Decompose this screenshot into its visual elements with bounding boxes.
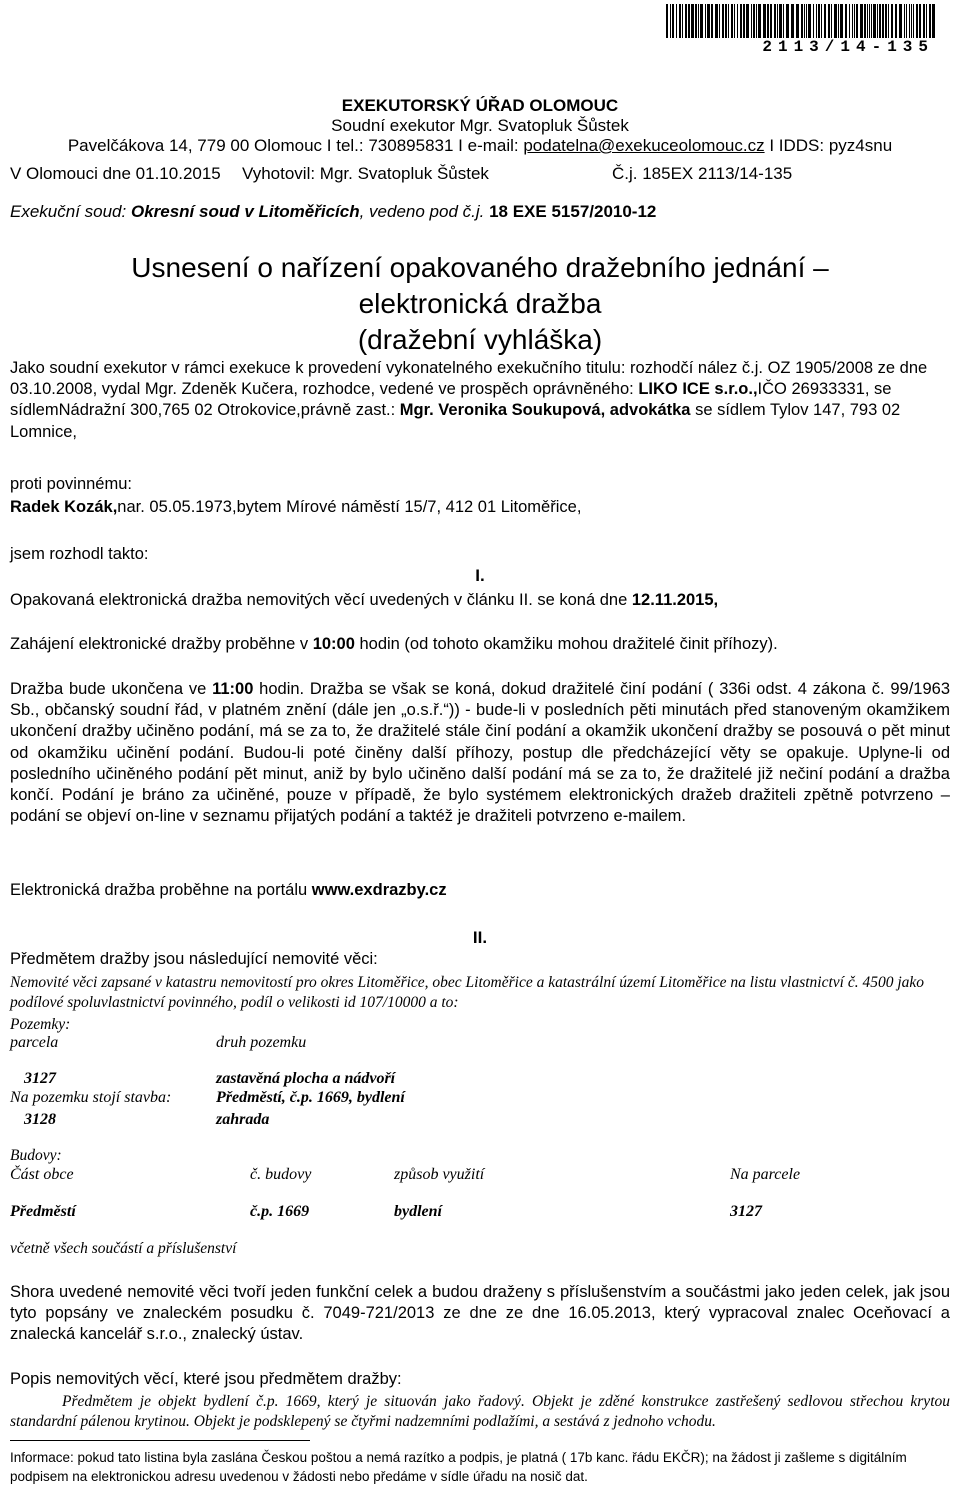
barcode-bar bbox=[796, 4, 799, 38]
barcode-bar bbox=[909, 4, 910, 38]
portal-line: Elektronická dražba proběhne na portálu www.exdrazby.cz bbox=[10, 881, 447, 899]
barcode-bar bbox=[746, 4, 749, 38]
barcode-bar bbox=[818, 4, 820, 38]
barcode-bar bbox=[840, 4, 843, 38]
barcode-bar bbox=[879, 4, 881, 38]
barcode-bar bbox=[688, 4, 690, 38]
document-title: Usnesení o nařízení opakovaného dražebního jednání – elektronická dražba (dražební vyhláška) bbox=[131, 252, 829, 355]
barcode-bar bbox=[707, 4, 710, 38]
office-name: EXEKUTORSKÝ ÚŘAD OLOMOUC bbox=[341, 96, 619, 115]
auction-end-paragraph: Dražba bude ukončena ve 11:00 hodin. Dražba se však se koná, dokud dražitelé činí podání ( 336i odst. 4 zákona č. 99/1963 Sb., občanský soudní řád, v platném znění (dále jen „o.s.ř.“)) - bude-li v posledních pěti minutách před stanoveným okamžikem ukončení dražby učiněno podání, má se za to, že dražitelé stále činí podání a okamžik ukončení dražby se posouvá o pět minut od okamžiku učinění podání. Budou-li poté činěny další příhozy, postup dle předcházející věty se opakuje. Uplyne-li od posledního učiněného podání pět minut, aniž by bylo učiněno další podání má se za to, že dražitelé již nečiní podání a dražba končí. Podání je bráno za učiněné, pouze v případě, že bylo systémem elektronických dražeb dražiteli zpětně potvrzeno – podání se objeví on-line v seznamu přijatých podání a taktéž je dražiteli potvrzeno e-mailem. bbox=[10, 680, 951, 826]
barcode-bar bbox=[672, 4, 674, 38]
barcode-bar bbox=[801, 4, 803, 38]
barcode-bar bbox=[666, 4, 668, 38]
barcode-bar bbox=[756, 4, 757, 38]
barcode-bar bbox=[895, 4, 897, 38]
barcode-bar bbox=[670, 4, 671, 38]
debtor-name: Radek Kozák, bbox=[10, 498, 118, 516]
barcode-bar bbox=[786, 4, 789, 38]
barcode-bar bbox=[691, 4, 694, 38]
court-name: Okresní soud v Litoměřicích bbox=[130, 202, 360, 221]
date-line bbox=[10, 164, 950, 184]
barcode-bar bbox=[791, 4, 794, 38]
barcode-bar bbox=[913, 4, 914, 38]
barcode-bar bbox=[695, 4, 697, 38]
barcode-bar bbox=[816, 4, 817, 38]
decided-line: jsem rozhodl takto: bbox=[10, 545, 149, 563]
auction-start-line: Zahájení elektronické dražby proběhne v 10:00 hodin (od tohoto okamžiku mohou dražitelé činit příhozy). bbox=[10, 635, 778, 653]
section-1-number: I. bbox=[475, 566, 485, 585]
intro-paragraph: Jako soudní exekutor v rámci exekuce k provedení vykonatelného exekučního titulu: rozhodčí nález č.j. OZ 1905/2008 ze dne 03.10.2008, vydal Mgr. Zdeněk Kučera, rozhodce, vedené ve prospěch oprávněného: LIKO ICE s.r.o.,IČO 26933331, se sídlemNádražní 300,765 02 Otrokovice,právně zast.: Mgr. Veronika Soukupová, advokátka se sídlem Tylov 147, 793 02 Lomnice, bbox=[10, 359, 928, 441]
barcode-bar bbox=[929, 4, 931, 38]
barcode-bar bbox=[737, 4, 738, 38]
barcode-bar bbox=[767, 4, 769, 38]
barcode-bar bbox=[685, 4, 687, 38]
subject-heading: Předmětem dražby jsou následující nemovité věci: bbox=[10, 950, 378, 968]
barcode-bar bbox=[682, 4, 683, 38]
creditor-name: LIKO ICE s.r.o., bbox=[638, 380, 758, 399]
auction-start-time: 10:00 bbox=[312, 635, 355, 653]
buildings-label: Budovy: bbox=[10, 1147, 62, 1164]
auction-date-line: Opakovaná elektronická dražba nemovitých věcí uvedených v článku II. se koná dne 12.11.2015, bbox=[10, 591, 719, 609]
barcode-bar bbox=[834, 4, 837, 38]
lawyer-name: Mgr. Veronika Soukupová, advokátka bbox=[399, 401, 691, 420]
office-header bbox=[10, 96, 950, 156]
barcode-bar bbox=[923, 4, 925, 38]
office-email-link[interactable]: podatelna@exekuceolomouc.cz bbox=[523, 136, 765, 155]
barcode-bar bbox=[873, 4, 876, 38]
barcode-bar bbox=[882, 4, 884, 38]
barcode-bar bbox=[888, 4, 889, 38]
court-line: Exekuční soud: Okresní soud v Litoměřicích, vedeno pod č.j. 18 EXE 5157/2010-12 bbox=[10, 202, 657, 221]
barcode-bar bbox=[711, 4, 713, 38]
barcode-bar bbox=[740, 4, 742, 38]
barcode-bar bbox=[763, 4, 766, 38]
barcode-bar bbox=[854, 4, 855, 38]
barcode-bar bbox=[813, 4, 814, 38]
author: Vyhotovil: Mgr. Svatopluk Šůstek bbox=[242, 164, 489, 183]
barcode-number: 2113/14-135 bbox=[762, 38, 934, 56]
barcode-bar bbox=[806, 4, 807, 38]
description-heading: Popis nemovitých věcí, které jsou předmětem dražby: bbox=[10, 1370, 402, 1388]
barcode-bar bbox=[867, 4, 868, 38]
court-case: 18 EXE 5157/2010-12 bbox=[489, 202, 657, 221]
auction-end-time: 11:00 bbox=[212, 680, 254, 698]
barcode-bar bbox=[700, 4, 703, 38]
barcode-bar bbox=[753, 4, 755, 38]
barcode-bar bbox=[679, 4, 681, 38]
barcode-bar bbox=[774, 4, 776, 38]
barcode-bar bbox=[722, 4, 724, 38]
debtor-label: proti povinnému: bbox=[10, 475, 132, 493]
case-ref: Č.j. 185EX 2113/14-135 bbox=[612, 164, 793, 183]
barcode-bar bbox=[725, 4, 727, 38]
barcode-bar bbox=[871, 4, 872, 38]
document-page: 2113/14-135 EXEKUTORSKÝ ÚŘAD OLOMOUC Soudní exekutor Mgr. Svatopluk Šůstek Pavelčákova 14, 779 00 Olomouc I tel.: 730895831 I e-mail: podatelna@exekuceolomouc.cz I IDDS: pyz4snu V Olomouci dne 01.10.2015 Vyhotovil: Mgr. Svatopluk Šůstek Č.j. 185EX 2113/14-135 Exekuční soud: Okresní soud v Litoměřicích, vedeno pod č.j. 18 EXE 5157/2010-12 Usnesení o nařízení opakovaného dražebního jednání – elektronická dražba (dražební vyhláška) Jako soudní exekutor v rámci exekuce k provedení vykonatelného exekučního titulu: rozhodčí nález č.j. OZ 1905/2008 ze dne 03.10.2008, vydal Mgr. Zdeněk Kučera, rozhodce, vedené ve prospěch oprávněného: LIKO ICE s.r.o.,IČO 26933331, se sídlemNádražní 300,765 02 Otrokovice,právně zast.: Mgr. Veronika Soukupová, advokátka se sídlem Tylov 147, 793 02 Lomnice, proti povinnému: Radek Kozák,nar. 05.05.1973,bytem Mírové náměstí 15/7, 412 01 Litoměřice, jsem rozhodl takto: I. Opakovaná elektronická dražba nemovitých věcí uvedených v článku II. se koná dne 12.11.2015, Zahájení elektronické dražby proběhne v 10:00 hodin (od tohoto okamžiku mohou dražitelé činit příhozy). Dražba bude ukončena ve 11:00 hodin. Dražba se však se koná, dokud dražitelé činí podání ( 336i odst. 4 zákona č. 99/1963 Sb., občanský soudní řád, v platném znění (dále jen „o.s.ř.“)) - bude-li v posledních pěti minutách před stanoveným okamžikem ukončení dražby učiněno podání, má se za to, že dražitelé stále činí podání a okamžik ukončení dražby se posouvá o pět minut od okamžiku učinění podání. Budou-li poté činěny další příhozy, postup dle předcházející věty se opakuje. Uplyne-li od posledního učiněného podání pět minut, aniž by bylo učiněno další podání má se za to, že dražitelé již nečiní podání a dražba končí. Podání je bráno za učiněné, pouze v případě, že bylo systémem elektronických dražeb dražiteli zpětně potvrzeno – podání se objeví on-line v seznamu přijatých podání a taktéž je dražiteli potvrzeno e-mailem. Elektronická dražba proběhne na portálu www.exdrazby.cz II. Předmětem dražby jsou následující nemovité věci: Nemovité věci zapsané v katastru nemovitostí pro okres Litoměřice, obec Litoměřice a katastrální území Litoměřice na listu vlastnictví č. 4500 jako podílové spoluvlastnictví povinného, podíl o velikosti id 107/10000 a to: Pozemky: parcela druh pozemku 3127 zastavěná plocha a nádvoří Na pozemku stojí stavba: Předměstí, č.p. 1669, bydlení 3128 zahrada Budovy: Část obce č. budovy způsob využití Na parcele Předměstí č.p. 1669 bydlení 3127 včetně všech součástí a příslušenství Shora uvedené nemovité věci tvoří jeden funkční celek a budou draženy s příslušenstvím a součástmi jako jeden celek, jak jsou tyto popsány ve znaleckém posudku č. 7049-721/2013 ze dne ze dne 16.05.2013, který vypracoval znalec Oceňovací a znalecká kancelář s.r.o., znalecký ústav. Popis nemovitých věcí, které jsou předmětem dražby: Předmětem je objekt bydlení č.p. 1669, který je situován jako řadový. Objekt je zděné konstrukce zastřešený sedlovou střechou krytou standardní pálenou krytinou. Objekt je podsklepený se čtyřmi nadzemními podlažími, a sestává z jednoho vchodu. Informace: pokud tato listina byla zaslána Českou poštou a nemá razítko a podpis, je platná ( 17b kanc. řádu EKČR); na žádost ji zašleme s digitálním podpisem na elektronickou adresu uvedenou v žádosti nebo předáme v sídle úřadu na nosič dat. bbox=[0, 0, 960, 1491]
place-date: V Olomouci dne 01.10.2015 bbox=[10, 164, 221, 183]
barcode-bar bbox=[911, 4, 912, 38]
barcode-bar bbox=[731, 4, 733, 38]
barcode-bar bbox=[860, 4, 863, 38]
debtor-line: Radek Kozák,nar. 05.05.1973,bytem Mírové náměstí 15/7, 412 01 Litoměřice, bbox=[10, 498, 582, 516]
barcode-bar bbox=[705, 4, 706, 38]
barcode-bar bbox=[828, 4, 830, 38]
office-contact: Pavelčákova 14, 779 00 Olomouc I tel.: 730895831 I e-mail: podatelna@exekuceolomouc.cz I IDDS: pyz4snu bbox=[67, 136, 893, 155]
barcode-bar bbox=[751, 4, 752, 38]
barcode-bar bbox=[728, 4, 729, 38]
barcode-bar bbox=[906, 4, 907, 38]
barcode-bar bbox=[758, 4, 761, 38]
barcode-bar bbox=[779, 4, 782, 38]
barcode-bar bbox=[885, 4, 887, 38]
property-description: Nemovité věci zapsané v katastru nemovitostí pro okres Litoměřice, obec Litoměřice a katastrální území Litoměřice na listu vlastnictví č. 4500 jako podílové spoluvlastnictví povinného, podíl o velikosti id 107/10000 a to: bbox=[10, 974, 925, 1011]
barcode-bar bbox=[804, 4, 805, 38]
barcode-bar bbox=[916, 4, 918, 38]
barcode-bar bbox=[743, 4, 745, 38]
barcode-bar bbox=[877, 4, 878, 38]
portal-link[interactable]: www.exdrazby.cz bbox=[311, 881, 447, 899]
barcode-bar bbox=[808, 4, 811, 38]
including-note: včetně všech součástí a příslušenství bbox=[10, 1240, 237, 1257]
auction-date: 12.11.2015, bbox=[631, 591, 719, 609]
barcode-bar bbox=[845, 4, 847, 38]
barcode-bar bbox=[852, 4, 853, 38]
description-text: Předmětem je objekt bydlení č.p. 1669, který je situován jako řadový. Objekt je zděné konstrukce zastřešený sedlovou střechou krytou standardní pálenou krytinou. Objekt je podsklepený se čtyřmi nadzemními podlažími, a sestává z jednoho vchodu. bbox=[10, 1393, 950, 1430]
barcode-bar bbox=[932, 4, 935, 38]
office-executor: Soudní exekutor Mgr. Svatopluk Šůstek bbox=[331, 116, 629, 135]
barcode-bar bbox=[698, 4, 699, 38]
barcode-bar bbox=[856, 4, 858, 38]
barcode-bar bbox=[719, 4, 720, 38]
barcode-bar bbox=[919, 4, 921, 38]
barcode-bar bbox=[734, 4, 735, 38]
section-2-number: II. bbox=[472, 928, 488, 947]
barcode-bar bbox=[777, 4, 778, 38]
land-label: Pozemky: bbox=[10, 1016, 71, 1033]
barcode-bar bbox=[821, 4, 822, 38]
barcode-bar bbox=[676, 4, 677, 38]
barcode-bar bbox=[849, 4, 850, 38]
barcode-bar bbox=[899, 4, 902, 38]
barcode-bar bbox=[831, 4, 832, 38]
barcode-bar bbox=[783, 4, 784, 38]
barcode-bar bbox=[770, 4, 772, 38]
barcode-bar bbox=[904, 4, 905, 38]
barcode-bar bbox=[891, 4, 893, 38]
barcode-bar bbox=[869, 4, 870, 38]
footer-divider bbox=[10, 1440, 310, 1441]
barcode-bar bbox=[838, 4, 839, 38]
footer-note: Informace: pokud tato listina byla zaslána Českou poštou a nemá razítko a podpis, je platná ( 17b kanc. řádu EKČR); na žádost ji zašleme s digitálním podpisem na elektronickou adresu uvedenou v žádosti nebo předáme v sídle úřadu na nosič dat. bbox=[10, 1450, 907, 1484]
barcode-image bbox=[666, 4, 936, 38]
barcode-bar bbox=[926, 4, 927, 38]
barcode-bar bbox=[824, 4, 826, 38]
barcode-bar bbox=[864, 4, 866, 38]
unit-paragraph: Shora uvedené nemovité věci tvoří jeden funkční celek a budou draženy s příslušenstvím a součástmi jako jeden celek, jak jsou tyto popsány ve znaleckém posudku č. 7049-721/2013 ze dne ze dne 16.05.2013, který vypracoval znalec Oceňovací a znalecká kancelář s.r.o., znalecký ústav. bbox=[10, 1283, 950, 1344]
barcode-bar bbox=[715, 4, 718, 38]
